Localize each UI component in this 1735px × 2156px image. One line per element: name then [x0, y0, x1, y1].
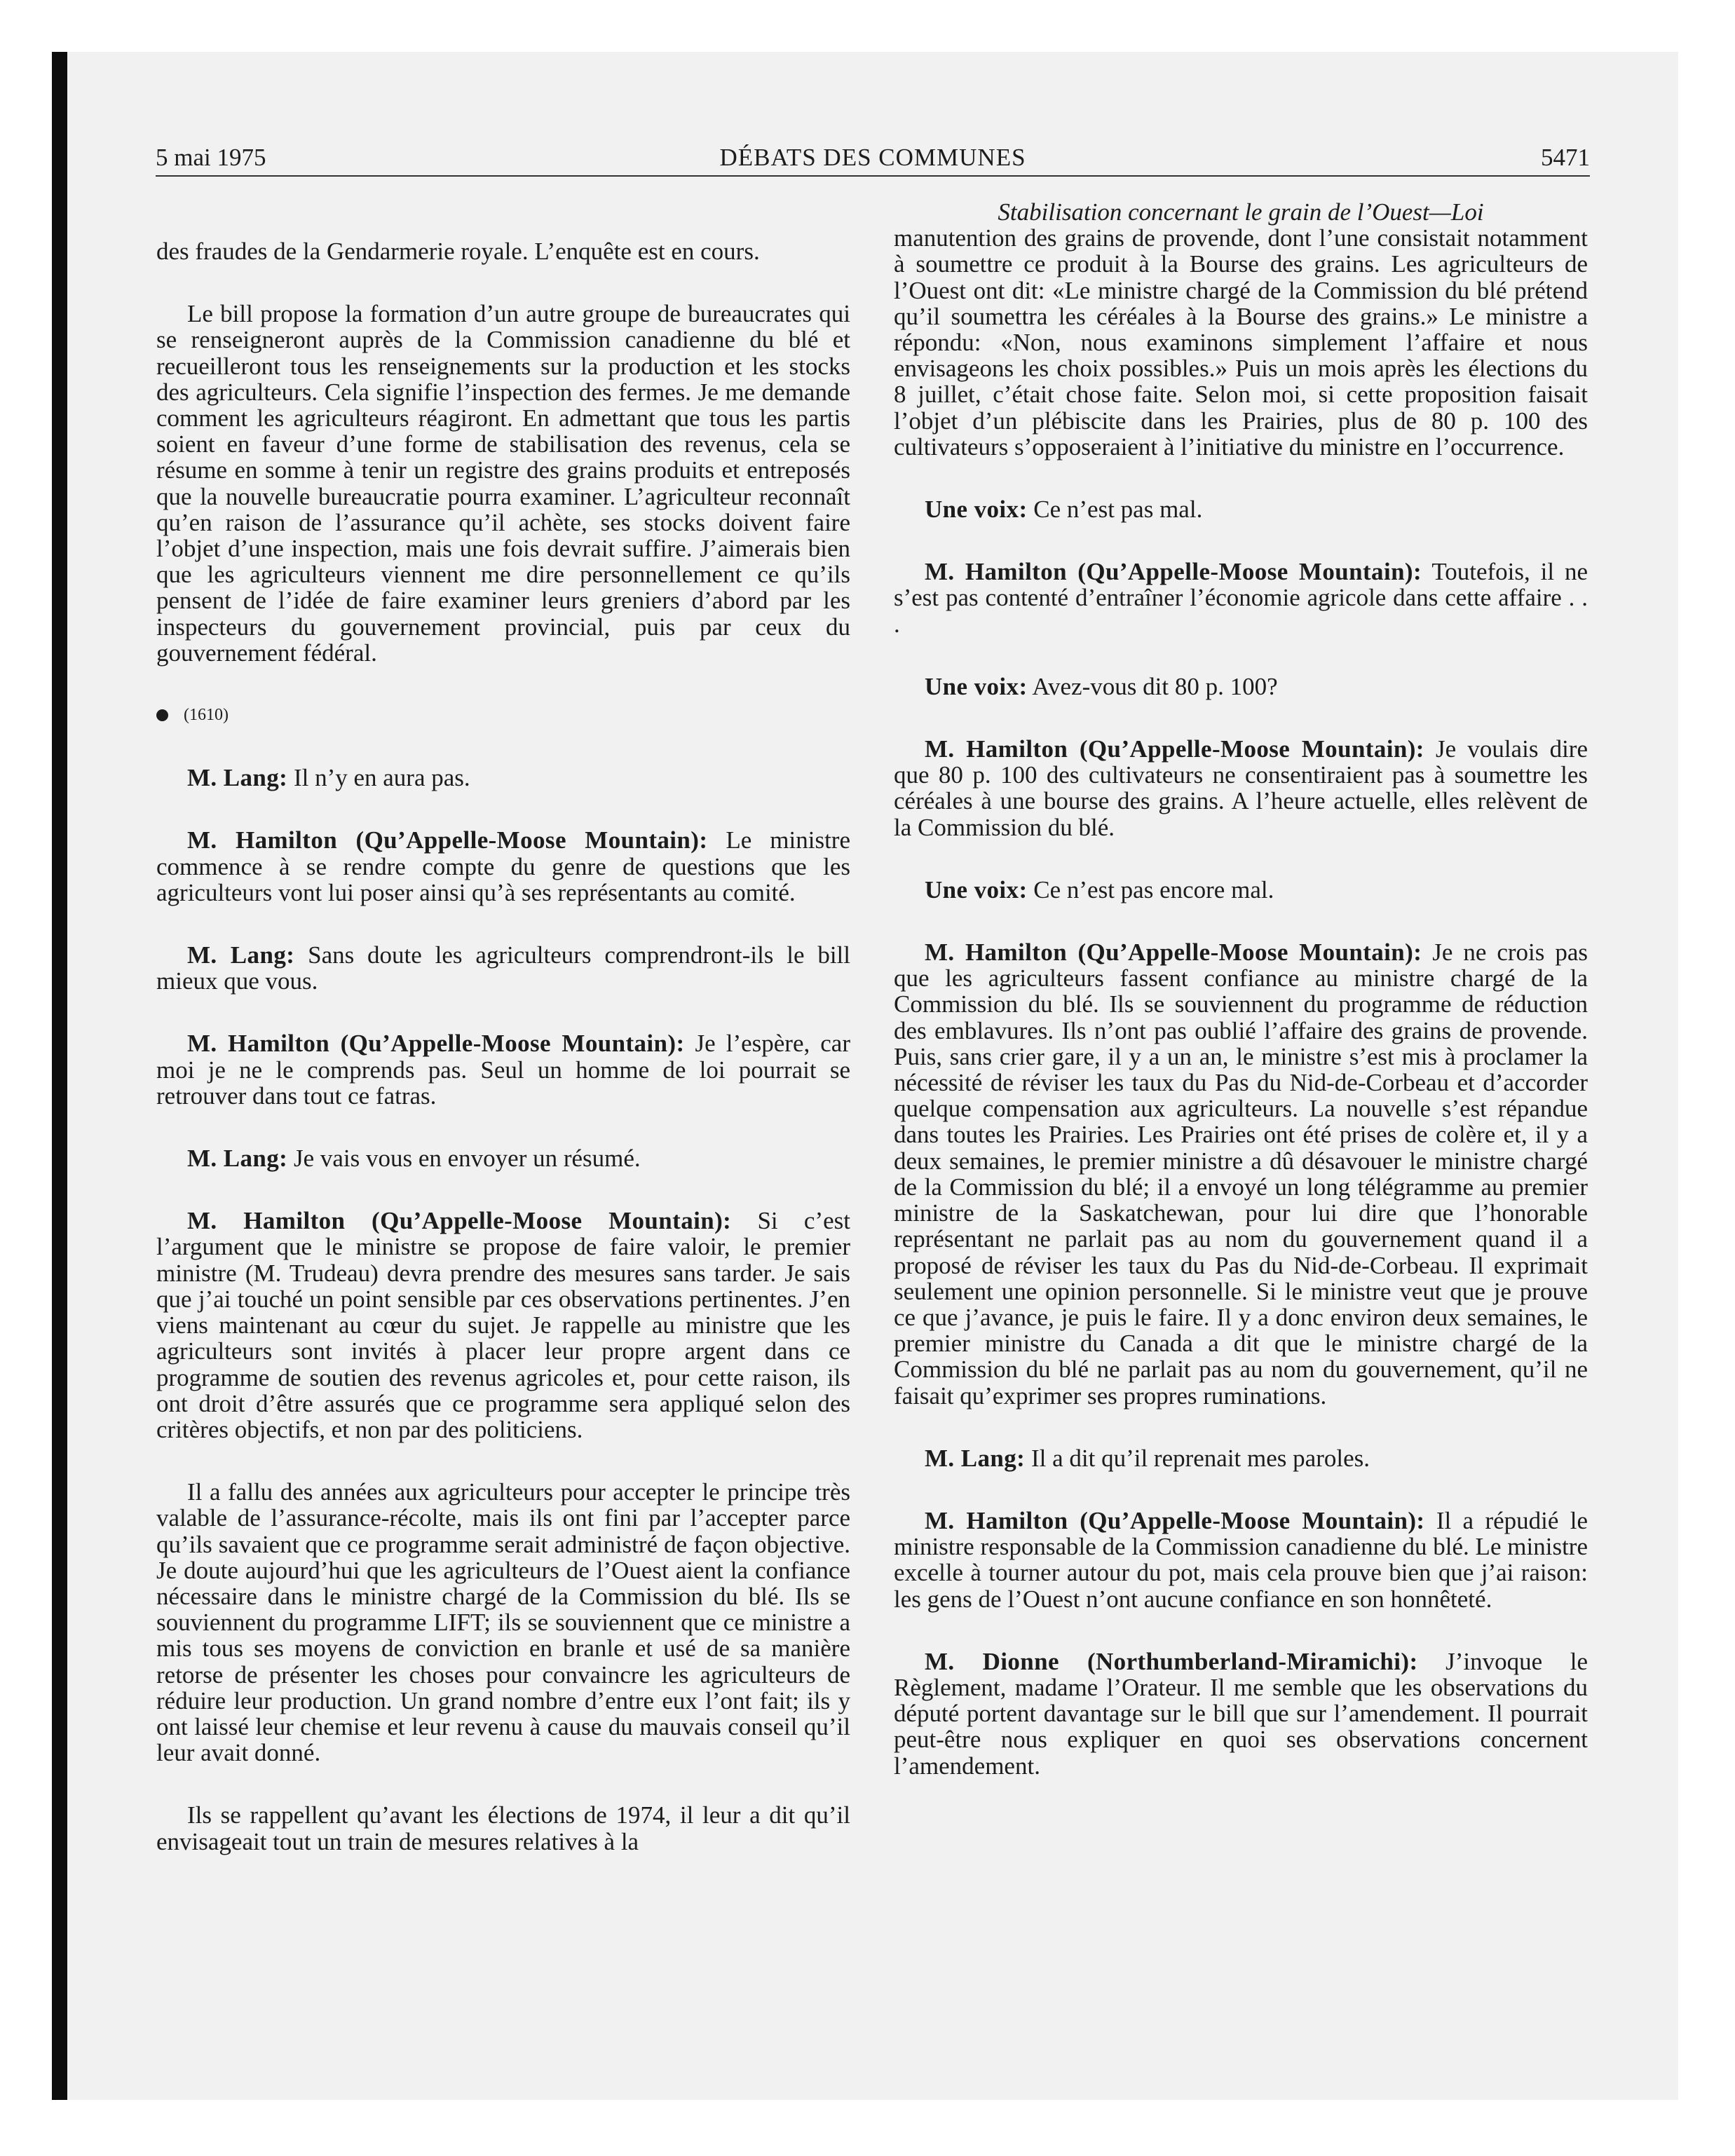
page-header	[156, 140, 1590, 177]
left-column	[156, 238, 850, 2019]
speaker-name: M. Hamilton (Qu’Appelle-Moose Mountain):	[925, 1506, 1425, 1534]
paragraph: des fraudes de la Gendarmerie royale. L’enquête est en cours.	[156, 238, 760, 265]
speech-text: Je ne crois pas que les agriculteurs fassent confiance au ministre chargé de la Commission du blé. Ils se souviennent du programme de réduction des emblavures. Ils n’ont pas oublié l’affaire des grains de provende. Puis, sans crier gare, il y a un an, le ministre s’est mis à proclamer la nécessité de réviser les taux du Pas du Nid-de-Corbeau et d’accorder quelque compensation aux agriculteurs. La nouvelle s’est répandue dans toutes les Prairies. Les Prairies ont été prises de colère et, il y a deux semaines, le premier ministre a dû désavouer le ministre chargé de la Commission du blé; il a envoyé un long télégramme au premier ministre de la Saskatchewan, pour lui dire que l’honorable représentant ne parlait pas au nom du gouvernement quand il a proposé de réviser les taux du Pas du Nid-de-Corbeau. Il exprimait seulement une opinion personnelle. Si le ministre veut que je prouve ce que j’avance, je puis le faire. Il y a donc environ deux semaines, le premier ministre du Canada a dit que le ministre chargé de la Commission du blé ne parlait pas au nom du gouvernement, qu’il ne faisait qu’exprimer ses propres ruminations.	[894, 939, 1588, 1410]
speech-text: Je vais vous en envoyer un résumé.	[293, 1145, 641, 1173]
speaker-name: M. Lang:	[187, 764, 288, 792]
speech	[894, 674, 1588, 700]
speech	[156, 1145, 850, 1171]
speaker-name: M. Lang:	[187, 941, 295, 969]
speech-text: Il n’y en aura pas.	[293, 764, 470, 792]
bullet-icon	[156, 709, 168, 721]
speech	[894, 877, 1588, 903]
speech-text: Si c’est l’argument que le ministre se propose de faire valoir, le premier ministre (M. Trudeau) devra prendre des mesures sans tarder. Je sais que j’ai touché un point sensible par ces observations pertinentes. J’en viens maintenant au cœur du sujet. Je rappelle au ministre que les agriculteurs sont invités à placer leur propre argent dans ce programme de soutien des revenus agricoles et, pour cette raison, ils ont droit d’être assurés que ce programme sera appliqué selon des critères objectifs, et non par des politiciens.	[156, 1207, 850, 1443]
running-title: Stabilisation concernant le grain de l’Ouest—Loi	[998, 198, 1484, 226]
header-date: 5 mai 1975	[156, 144, 266, 171]
speaker-name: M. Hamilton (Qu’Appelle-Moose Mountain):	[925, 558, 1422, 586]
time-marker	[156, 702, 850, 728]
speech-text: Ce n’est pas encore mal.	[1033, 875, 1274, 903]
speech	[894, 496, 1588, 522]
speech	[894, 1508, 1588, 1612]
right-column	[894, 198, 1588, 2003]
speech-text: Je l’espère, car moi je ne le comprends pas. Seul un homme de loi pourrait se retrouver dans tout ce fatras.	[156, 1030, 850, 1110]
header-page-number: 5471	[1541, 144, 1590, 171]
speaker-name: Une voix:	[925, 672, 1028, 700]
speech	[156, 1030, 850, 1109]
speech	[894, 559, 1588, 637]
speaker-name: M. Hamilton (Qu’Appelle-Moose Mountain):	[187, 1030, 685, 1058]
speaker-name: M. Dionne (Northumberland-Miramichi):	[925, 1647, 1418, 1675]
speech-text: J’invoque le Règlement, madame l’Orateur. Il me semble que les observations du député portent davantage sur le bill que sur l’amendement. Il pourrait peut-être nous expliquer en quoi ses observations concernent l’amendement.	[894, 1647, 1588, 1780]
speaker-name: M. Hamilton (Qu’Appelle-Moose Mountain):	[187, 826, 708, 854]
speaker-name: M. Hamilton (Qu’Appelle-Moose Mountain):	[187, 1207, 732, 1235]
scan-border	[52, 52, 67, 2100]
time-marker-label: (1610)	[184, 706, 229, 725]
speaker-name: M. Hamilton (Qu’Appelle-Moose Mountain):	[925, 939, 1422, 967]
paragraph: manutention des grains de provende, dont l’une consistait notamment à soumettre ce produit à la Bourse des grains. Les agriculteurs de l’Ouest ont dit: «Le ministre chargé de la Commission du blé prétend qu’il soumettra les céréales à la Bourse des grains.» Le ministre a répondu: «Non, nous examinons simplement l’affaire et nous envisageons les choix possibles.» Puis un mois après les élections du 8 juillet, c’était chose faite. Selon moi, si cette proposition faisait l’objet d’un plébiscite dans les Prairies, plus de 80 p. 100 des cultivateurs s’opposeraient à l’initiative du ministre en l’occurrence.	[894, 224, 1588, 460]
speech-text: Le ministre commence à se rendre compte du genre de questions que les agriculteurs vont lui poser ainsi qu’à ses représentants au comité.	[156, 826, 850, 906]
paragraph: Le bill propose la formation d’un autre groupe de bureaucrates qui se renseigneront auprès de la Commission canadienne du blé et recueilleront tous les renseignements sur la production et les stocks des agriculteurs. Cela signifie l’inspection des fermes. Je me demande comment les agriculteurs réagiront. En admettant que tous les partis soient en faveur d’une forme de stabilisation des revenus, cela se résume en somme à tenir un registre des grains produits et entreposés que la nouvelle bureaucratie pourra examiner. L’agriculteur reconnaît qu’en raison de l’assurance qu’il achète, ses stocks doivent faire l’objet d’une inspection, mais une fois devrait suffire. J’aimerais bien que les agriculteurs viennent me dire personnellement ce qu’ils pensent de l’idée de faire examiner leurs greniers d’abord par les inspecteurs du gouvernement provincial, puis par ceux du gouvernement fédéral.	[156, 300, 850, 667]
paragraph: Il a fallu des années aux agriculteurs pour accepter le principe très valable de l’assurance-récolte, mais ils ont fini par l’accepter parce qu’ils savaient que ce programme serait administré de façon objective. Je doute aujourd’hui que les agriculteurs de l’Ouest aient la confiance nécessaire dans le ministre chargé de la Commission du blé. Ils se souviennent du programme LIFT; ils se souviennent que ce ministre a mis tous ses moyens de conviction en branle et usé de sa manière retorse de présenter les choses pour convaincre les agriculteurs de réduire leur production. Un grand nombre d’entre eux l’ont fait; ils y ont laissé leur chemise et leur revenu à cause du mauvais conseil qu’il leur avait donné.	[156, 1478, 850, 1767]
speech	[156, 765, 850, 791]
speech	[156, 1208, 850, 1442]
speech	[894, 939, 1588, 1409]
speech-text: Toutefois, il ne s’est pas contenté d’entraîner l’économie agricole dans cette affaire . . .	[894, 558, 1588, 638]
speech	[156, 942, 850, 994]
speaker-name: Une voix:	[925, 496, 1028, 524]
paragraph: Ils se rappellent qu’avant les élections de 1974, il leur a dit qu’il envisageait tout un train de mesures relatives à la	[156, 1801, 850, 1855]
speech	[894, 736, 1588, 840]
speaker-name: Une voix:	[925, 875, 1028, 903]
speaker-name: M. Hamilton (Qu’Appelle-Moose Mountain):	[925, 735, 1424, 763]
speaker-name: M. Lang:	[925, 1444, 1026, 1472]
speech-text: Avez-vous dit 80 p. 100?	[1032, 672, 1278, 700]
speech-text: Ce n’est pas mal.	[1033, 496, 1203, 524]
speech	[156, 827, 850, 906]
speaker-name: M. Lang:	[187, 1145, 288, 1173]
speech	[894, 1649, 1588, 1779]
header-title: DÉBATS DES COMMUNES	[719, 144, 1026, 171]
speech-text: Il a répudié le ministre responsable de la Commission canadienne du blé. Le ministre excelle à tourner autour du pot, mais cela prouve bien que j’ai raison: les gens de l’Ouest n’ont aucune confiance en son honnêteté.	[894, 1506, 1588, 1613]
speech-text: Sans doute les agriculteurs comprendront-ils le bill mieux que vous.	[156, 941, 851, 995]
speech	[894, 1445, 1588, 1471]
speech-text: Je voulais dire que 80 p. 100 des cultivateurs ne consentiraient pas à soumettre les céréales à une bourse des grains. A l’heure actuelle, elles relèvent de la Commission du blé.	[894, 735, 1588, 841]
speech-text: Il a dit qu’il reprenait mes paroles.	[1030, 1444, 1370, 1472]
